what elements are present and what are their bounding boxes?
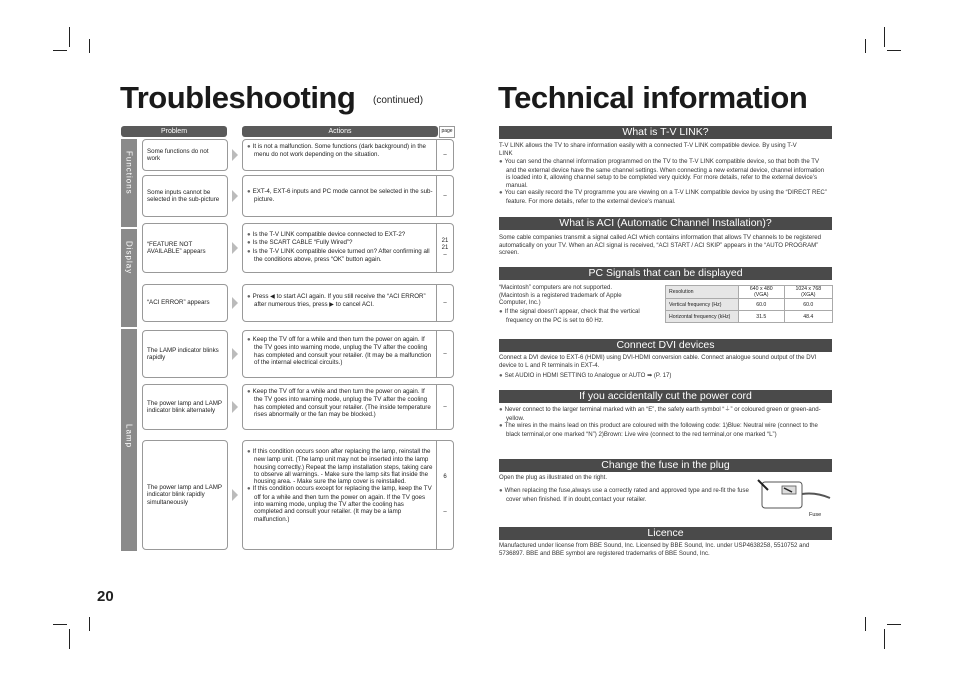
fuse-text: Open the plug as illustrated on the right. (499, 474, 608, 481)
dvi-text: Connect a DVI device to EXT-6 (HDMI) using DVI-HDMI conversion cable. Connect analogue sound output of the DVI device to L and R terminals in EXT-4. (499, 354, 817, 369)
actions-cell: ● If this condition occurs soon after replacing the lamp, reinstall the new lamp unit. (The lamp unit may not be inserted into the lamp housing correctly.) Repeat the lamp installation steps, taking care to observe all warnings. - Make sure the lamp sits flat inside the housing area. - Make sure the lamp cover is reinstalled. ● If this condition occurs except for replacing the lamp, keep the TV off for a while and then turn the power on again. If the TV goes into warning mode, unplug the TV after the cooling has completed and consult your retailer. (It may be a lamp malfunction.) 6 – (242, 440, 454, 550)
arrow-icon (232, 149, 238, 161)
fuse-heading: Change the fuse in the plug (499, 459, 832, 472)
licence-text: Manufactured under license from BBE Sound, Inc. Licensed by BBE Sound, Inc. under USP4638258, 5510752 and 5736897. BBE and BBE symbol are registered trademarks of BBE Sound, Inc. (499, 542, 810, 557)
problem-cell: The power lamp and LAMP indicator blink rapidly simultaneously (142, 440, 228, 550)
problem-cell: Some inputs cannot be selected in the sub-picture (142, 175, 228, 217)
arrow-icon (232, 348, 238, 360)
pc-text: “Macintosh” computers are not supported. (Macintosh is a registered trademark of Apple Computer, Inc.) (499, 284, 622, 307)
fuse-plug-illustration (754, 474, 832, 514)
actions-cell: ● Press ◀ to start ACI again. If you still receive the “ACI ERROR” after numerous tries, press ▶ to cancel ACI. – (242, 284, 454, 322)
licence-heading: Licence (499, 527, 832, 540)
actions-cell: ● It is not a malfunction. Some functions (dark background) in the menu do not work depending on the situation. – (242, 139, 454, 171)
dvi-heading: Connect DVI devices (499, 339, 832, 352)
problem-cell: The LAMP indicator blinks rapidly (142, 330, 228, 378)
crop-mark (887, 624, 901, 625)
crop-mark (69, 629, 70, 649)
actions-cell: ● Keep the TV off for a while and then turn the power on again. If the TV goes into warning mode, unplug the TV after the cooling has completed and consult your retailer. (It may be a malfunction of the internal electrical circuits.) – (242, 330, 454, 378)
actions-cell: ● Is the T-V LINK compatible device connected to EXT-2? ● Is the SCART CABLE “Fully Wired”? ● Is the T-V LINK compatible device turned on? After confirming all the conditions above, press “OK” button again. 21 21 – (242, 223, 454, 273)
crop-mark (53, 50, 67, 51)
crop-mark (884, 629, 885, 649)
tvlink-intro: T-V LINK allows the TV to share information easily with a connected T-V LINK compatible device. By using T-V LINK (499, 142, 797, 157)
dvi-note: ● Set AUDIO in HDMI SETTING to Analogue or AUTO ➡ (P. 17) (499, 372, 829, 381)
problem-cell: “FEATURE NOT AVAILABLE” appears (142, 223, 228, 273)
actions-header: Actions (242, 126, 438, 137)
section-display: Display (121, 229, 137, 327)
arrow-icon (232, 401, 238, 413)
problem-cell: “ACI ERROR” appears (142, 284, 228, 322)
problem-header: Problem (121, 126, 227, 137)
crop-mark (887, 50, 901, 51)
tech-title: Technical information (498, 80, 808, 115)
aci-text: Some cable companies transmit a signal called ACI which contains information that allows TV channels to be registered automatically on your TV. When an ACI signal is received, “ACI START / ACI SKIP” appears in the “AUTO PROGRAM” screen. (499, 234, 822, 257)
problem-cell: The power lamp and LAMP indicator blink alternately (142, 384, 228, 430)
arrow-icon (232, 297, 238, 309)
crop-mark (53, 624, 67, 625)
page-number: 20 (97, 588, 114, 605)
actions-cell: ● Keep the TV off for a while and then turn the power on again. If the TV goes into warning mode, unplug the TV after the cooling has completed and consult your retailer. (The inside temperature rises abnormally or the fan may be blocked.) – (242, 384, 454, 430)
crop-mark (865, 39, 866, 53)
fuse-note: ● When replacing the fuse,always use a correctly rated and approved type and re-fit the fuse cover when finished. If in doubt,contact your retailer. (499, 487, 749, 503)
tvlink-heading: What is T-V LINK? (499, 126, 832, 139)
tvlink-bullets: ● You can send the channel information programmed on the TV to the T-V LINK compatible device, so that both the TV and the external device have the same channel settings. When connecting a new external device, channel information is loaded into it, allowing channel setup to be completed very quickly. For more details, refer to the external device’s manual. ● You can easily record the TV programme you are viewing on a T-V LINK compatible device by using the “DIRECT REC” feature. For more details, refer to the external device’s manual. (499, 158, 829, 206)
page-title: Troubleshooting (120, 80, 356, 115)
pc-heading: PC Signals that can be displayed (499, 267, 832, 280)
power-notes: ● Never connect to the larger terminal marked with an “E”, the safety earth symbol “⏚” or coloured green or green-and-yellow. ● The wires in the mains lead on this product are coloured with the following code: 1)Blue: Neutral wire (connect to the black terminal,or one marked “N”) 2)Brown: Live wire (connect to the red terminal,or one marked “L”) (499, 406, 829, 438)
arrow-icon (232, 190, 238, 202)
pc-signal-table: Resolution 640 x 480 (VGA) 1024 x 768 (XGA) Vertical frequency (Hz) 60.0 60.0 Horizontal frequency (kHz) 31.5 48.4 (665, 285, 833, 323)
crop-mark (89, 617, 90, 631)
crop-mark (69, 27, 70, 47)
section-functions: Functions (121, 139, 137, 227)
actions-cell: ● EXT-4, EXT-6 inputs and PC mode cannot be selected in the sub-picture. – (242, 175, 454, 217)
arrow-icon (232, 489, 238, 501)
crop-mark (89, 39, 90, 53)
fuse-label: Fuse (809, 512, 822, 518)
page-header: page (439, 126, 455, 138)
section-lamp: Lamp (121, 329, 137, 551)
power-heading: If you accidentally cut the power cord (499, 390, 832, 403)
problem-cell: Some functions do not work (142, 139, 228, 171)
page-subtitle: (continued) (373, 95, 424, 106)
pc-note: ● If the signal doesn’t appear, check that the vertical frequency on the PC is set to 60 Hz. (499, 308, 657, 324)
crop-mark (884, 27, 885, 47)
aci-heading: What is ACI (Automatic Channel Installation)? (499, 217, 832, 230)
arrow-icon (232, 242, 238, 254)
crop-mark (865, 617, 866, 631)
